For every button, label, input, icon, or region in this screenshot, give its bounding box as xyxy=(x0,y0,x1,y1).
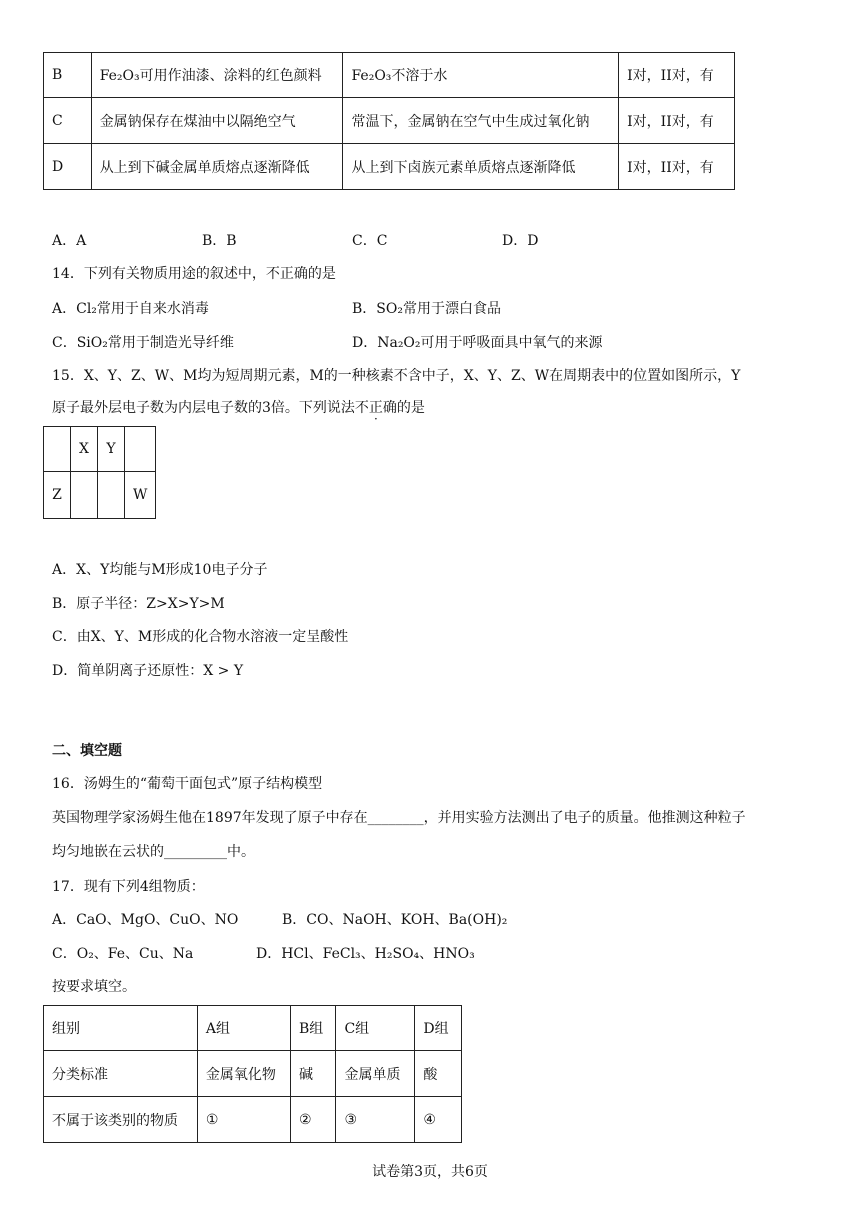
q14-option-d[interactable]: D．Na₂O₂可用于呼吸面具中氧气的来源 xyxy=(352,335,603,351)
answer-blank[interactable]: ② xyxy=(290,1097,336,1143)
cell: Fe₂O₃不溶于水 xyxy=(343,53,619,98)
answer-blank[interactable]: ④ xyxy=(415,1097,462,1143)
cell: 金属钠保存在煤油中以隔绝空气 xyxy=(91,98,343,144)
q13-option-c[interactable]: C．C xyxy=(352,233,388,249)
cell: Fe₂O₃可用作油漆、涂料的红色颜料 xyxy=(91,53,343,98)
q17-table xyxy=(43,1005,462,1143)
q15-option-b[interactable]: B．原子半径：Z>X>Y>M xyxy=(52,596,225,612)
q17-group-c: C．O₂、Fe、Cu、Na xyxy=(52,946,194,962)
cell: I对，II对，有 xyxy=(619,144,735,190)
cell: I对，II对，有 xyxy=(619,98,735,144)
grid-cell xyxy=(71,472,98,519)
answer-blank[interactable]: ① xyxy=(197,1097,290,1143)
grid-cell xyxy=(98,472,125,519)
q14-option-c[interactable]: C．SiO₂常用于制造光导纤维 xyxy=(52,335,234,351)
cell: 不属于该类别的物质 xyxy=(44,1097,198,1143)
answer-blank[interactable]: ③ xyxy=(336,1097,415,1143)
q15-emphasis: 不正确 xyxy=(354,400,397,416)
cell: B组 xyxy=(290,1006,336,1051)
q16-line1: 英国物理学家汤姆生他在1897年发现了原子中存在________，并用实验方法测出了电子的质量。他推测这种粒子 xyxy=(52,810,746,826)
grid-cell: W xyxy=(125,472,156,519)
q17-group-d: D．HCl、FeCl₃、H₂SO₄、HNO₃ xyxy=(256,946,475,962)
q17-stem: 17．现有下列4组物质： xyxy=(52,879,205,895)
table-row xyxy=(44,1097,462,1143)
table-row xyxy=(44,144,735,190)
grid-cell: Z xyxy=(44,472,71,519)
section-heading: 二、填空题 xyxy=(52,743,122,759)
cell: C xyxy=(44,98,92,144)
q15-stem-line1: 15．X、Y、Z、W、M均为短周期元素，M的一种核素不含中子，X、Y、Z、W在周期表中的位置如图所示，Y xyxy=(52,368,741,384)
q14-option-b[interactable]: B．SO₂常用于漂白食品 xyxy=(352,301,501,317)
cell: 组别 xyxy=(44,1006,198,1051)
q16-line2: 均匀地嵌在云状的_________中。 xyxy=(52,844,255,860)
cell: 常温下，金属钠在空气中生成过氧化钠 xyxy=(343,98,619,144)
q15-option-a[interactable]: A．X、Y均能与M形成10电子分子 xyxy=(52,562,268,578)
cell: D组 xyxy=(415,1006,462,1051)
q17-instruction: 按要求填空。 xyxy=(52,979,136,995)
q13-option-d[interactable]: D．D xyxy=(502,233,539,249)
grid-cell: X xyxy=(71,427,98,472)
q15-stem-text: 原子最外层电子数为内层电子数的3倍。下列说法 xyxy=(52,400,355,416)
q15-option-d[interactable]: D．简单阴离子还原性：X > Y xyxy=(52,663,244,679)
q13-table xyxy=(43,52,735,190)
grid-cell xyxy=(44,427,71,472)
cell: C组 xyxy=(336,1006,415,1051)
cell: I对，II对，有 xyxy=(619,53,735,98)
page-footer: 试卷第3页，共6页 xyxy=(372,1164,488,1180)
cell: 金属单质 xyxy=(336,1051,415,1097)
q15-stem-line2 xyxy=(52,398,425,418)
table-row xyxy=(44,472,156,519)
q13-option-a[interactable]: A．A xyxy=(52,233,87,249)
cell: 碱 xyxy=(290,1051,336,1097)
table-row xyxy=(44,98,735,144)
q17-group-b: B．CO、NaOH、KOH、Ba(OH)₂ xyxy=(282,912,508,928)
table-row xyxy=(44,427,156,472)
q15-stem-end: 的是 xyxy=(396,400,425,416)
table-row xyxy=(44,1006,462,1051)
cell: 分类标准 xyxy=(44,1051,198,1097)
cell: 酸 xyxy=(415,1051,462,1097)
cell: A组 xyxy=(197,1006,290,1051)
cell: D xyxy=(44,144,92,190)
table-row xyxy=(44,53,735,98)
cell: 金属氧化物 xyxy=(197,1051,290,1097)
q14-stem: 14．下列有关物质用途的叙述中，不正确的是 xyxy=(52,266,336,282)
q16-title: 16．汤姆生的“葡萄干面包式”原子结构模型 xyxy=(52,776,323,792)
q17-group-a: A．CaO、MgO、CuO、NO xyxy=(52,912,239,928)
q15-option-c[interactable]: C．由X、Y、M形成的化合物水溶液一定呈酸性 xyxy=(52,629,349,645)
cell: 从上到下卤族元素单质熔点逐渐降低 xyxy=(343,144,619,190)
table-row xyxy=(44,1051,462,1097)
cell: 从上到下碱金属单质熔点逐渐降低 xyxy=(91,144,343,190)
grid-cell xyxy=(125,427,156,472)
cell: B xyxy=(44,53,92,98)
periodic-grid xyxy=(43,426,156,519)
q13-option-b[interactable]: B．B xyxy=(202,233,237,249)
grid-cell: Y xyxy=(98,427,125,472)
q14-option-a[interactable]: A．Cl₂常用于自来水消毒 xyxy=(52,301,209,317)
